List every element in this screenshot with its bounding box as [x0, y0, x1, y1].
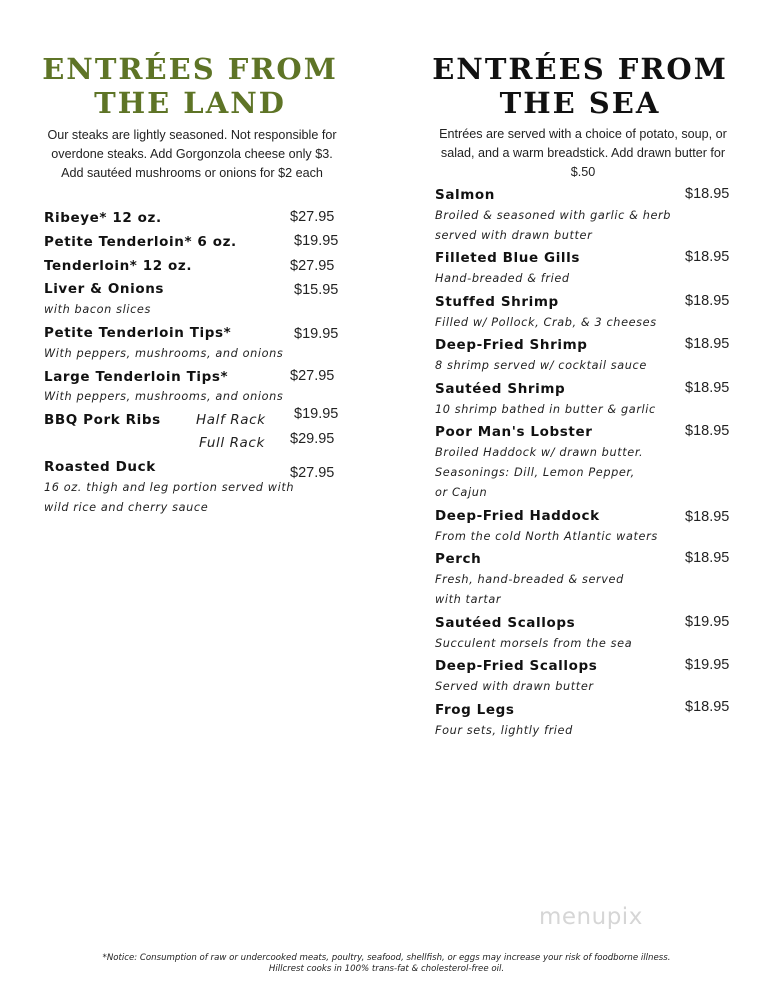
item-name: Filleted Blue Gills	[435, 250, 581, 266]
item-name: Petite Tenderloin Tips*	[44, 325, 232, 341]
item-description: with bacon slices	[44, 303, 151, 316]
sea-title-line2: THE SEA	[499, 86, 661, 120]
item-price: $18.95	[685, 509, 730, 525]
item-description: Filled w/ Pollock, Crab, & 3 cheeses	[435, 316, 657, 329]
notice-line-2: Hillcrest cooks in 100% trans-fat & cholesterol-free oil.	[268, 963, 505, 974]
land-intro: Our steaks are lightly seasoned. Not responsible for overdone steaks. Add Gorgonzola cheese only $3. Add sautéed mushrooms or onions for $2 each	[47, 128, 337, 180]
item-name: Sautéed Shrimp	[435, 381, 566, 397]
item-price: $15.95	[294, 282, 339, 298]
item-price: $19.95	[294, 233, 339, 249]
item-name: Large Tenderloin Tips*	[44, 369, 229, 385]
sea-section-title	[410, 52, 750, 120]
item-price: $18.95	[685, 293, 730, 309]
menupix-watermark: menupix	[539, 904, 643, 930]
item-name: Deep-Fried Shrimp	[435, 337, 588, 353]
item-name: Liver & Onions	[44, 281, 165, 297]
item-name: Deep-Fried Scallops	[435, 658, 598, 674]
item-description: Served with drawn butter	[435, 680, 594, 693]
item-description: 16 oz. thigh and leg portion served with	[44, 481, 295, 494]
notice-line-1: *Notice: Consumption of raw or undercooked meats, poultry, seafood, shellfish, or eggs may increase your risk of foodborne illness.	[102, 953, 671, 963]
item-name: BBQ Pork Ribs	[44, 412, 161, 428]
item-name: Stuffed Shrimp	[435, 294, 559, 310]
item-description: 10 shrimp bathed in butter & garlic	[435, 403, 656, 416]
item-name: Perch	[435, 551, 482, 567]
item-price: $27.95	[290, 465, 335, 481]
item-name: Salmon	[435, 187, 496, 203]
item-price: $19.95	[294, 326, 339, 342]
land-title-line2: THE LAND	[94, 86, 286, 120]
item-description: or Cajun	[435, 486, 488, 499]
item-description: wild rice and cherry sauce	[44, 501, 209, 514]
item-description: Broiled Haddock w/ drawn butter.	[435, 446, 644, 459]
item-description: Fresh, hand-breaded & served	[435, 573, 624, 586]
item-description: Hand-breaded & fried	[435, 272, 570, 285]
sea-intro: Entrées are served with a choice of potato, soup, or salad, and a warm breadstick. Add drawn butter for $.50	[439, 127, 727, 179]
full-rack-label: Full Rack	[199, 435, 265, 451]
item-description: With peppers, mushrooms, and onions	[44, 347, 284, 360]
item-description: Broiled & seasoned with garlic & herb	[435, 209, 672, 222]
item-price: $18.95	[685, 380, 730, 396]
item-description: Seasonings: Dill, Lemon Pepper,	[435, 466, 635, 479]
land-title-line1: ENTRÉES FROM	[42, 52, 338, 86]
item-price: $18.95	[685, 550, 730, 566]
item-name: Ribeye* 12 oz.	[44, 210, 162, 226]
land-section-title	[20, 52, 360, 120]
item-name: Frog Legs	[435, 702, 515, 718]
item-name: Petite Tenderloin* 6 oz.	[44, 234, 237, 250]
item-price: $18.95	[685, 423, 730, 439]
item-price: $18.95	[685, 336, 730, 352]
item-price: $18.95	[685, 249, 730, 265]
sea-title-line1: ENTRÉES FROM	[432, 52, 728, 86]
item-description: Succulent morsels from the sea	[435, 637, 633, 650]
item-description: 8 shrimp served w/ cocktail sauce	[435, 359, 647, 372]
item-price: $18.95	[685, 186, 730, 202]
item-price: $19.95	[685, 657, 730, 673]
item-description: served with drawn butter	[435, 229, 593, 242]
item-description: with tartar	[435, 593, 502, 606]
item-description: From the cold North Atlantic waters	[435, 530, 658, 543]
half-rack-price: $19.95	[294, 406, 339, 422]
item-price: $27.95	[290, 368, 335, 384]
item-name: Deep-Fried Haddock	[435, 508, 600, 524]
item-description: With peppers, mushrooms, and onions	[44, 390, 284, 403]
item-price: $18.95	[685, 699, 730, 715]
item-price: $27.95	[290, 209, 335, 225]
item-name: Tenderloin* 12 oz.	[44, 258, 193, 274]
full-rack-price: $29.95	[290, 431, 335, 447]
item-description: Four sets, lightly fried	[435, 724, 573, 737]
half-rack-label: Half Rack	[196, 412, 266, 428]
item-price: $19.95	[685, 614, 730, 630]
item-name: Poor Man's Lobster	[435, 424, 593, 440]
item-price: $27.95	[290, 258, 335, 274]
foodborne-illness-notice	[40, 953, 733, 974]
item-name: Roasted Duck	[44, 459, 156, 475]
item-name: Sautéed Scallops	[435, 615, 576, 631]
